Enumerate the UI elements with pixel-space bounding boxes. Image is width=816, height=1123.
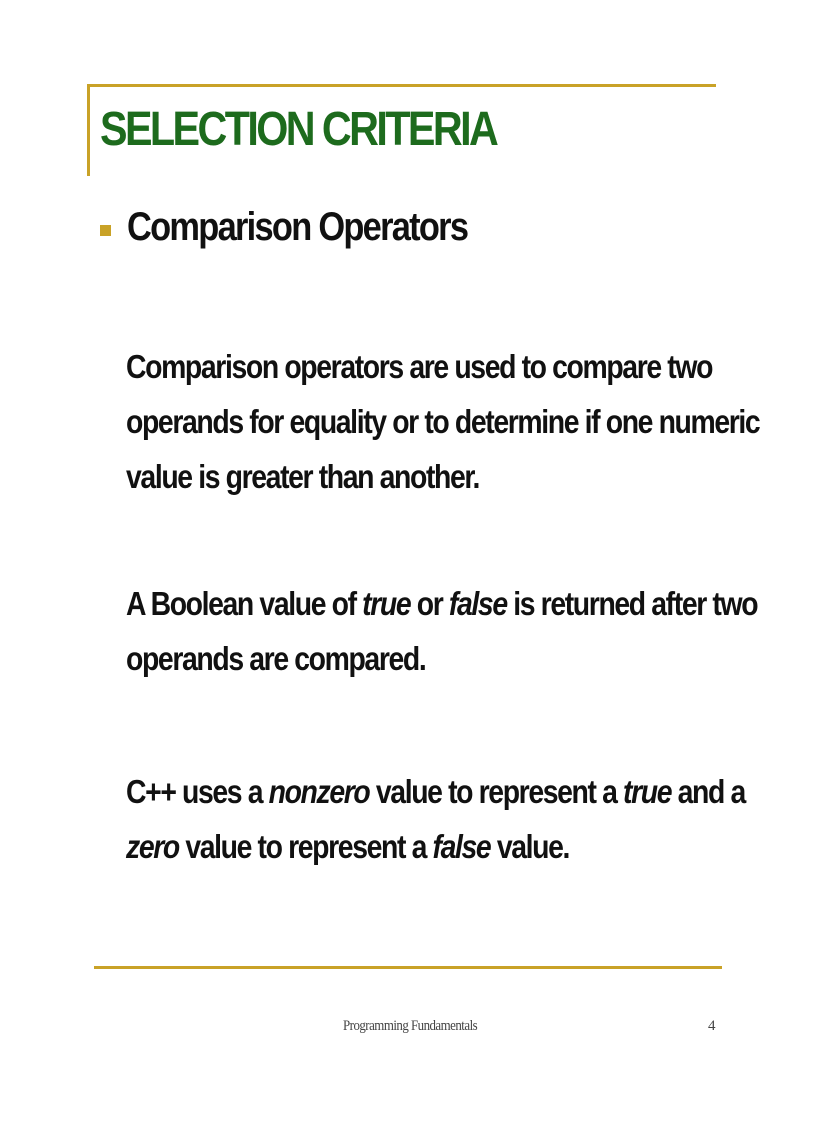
footer-course-title: Programming Fundamentals bbox=[343, 1018, 478, 1034]
text-segment: A Boolean value of bbox=[126, 585, 363, 622]
text-segment: value to represent a bbox=[369, 773, 624, 810]
title-top-rule bbox=[88, 84, 716, 87]
paragraph-nonzero-value bbox=[126, 764, 745, 874]
text-segment: is returned after two bbox=[506, 585, 758, 622]
slide-title: SELECTION CRITERIA bbox=[100, 103, 497, 156]
title-side-rule bbox=[87, 84, 90, 176]
emphasis-false: false bbox=[448, 585, 507, 622]
bullet-heading: Comparison Operators bbox=[127, 205, 468, 249]
footer-rule bbox=[94, 966, 722, 969]
paragraph-comparison-operators bbox=[126, 339, 760, 504]
emphasis-false: false bbox=[432, 828, 491, 865]
emphasis-zero: zero bbox=[126, 828, 179, 865]
page-number: 4 bbox=[708, 1018, 716, 1034]
text-segment: value to represent a bbox=[178, 828, 433, 865]
paragraph-boolean-value bbox=[126, 576, 758, 686]
paragraph-line: operands for equality or to determine if one numeric bbox=[126, 403, 760, 440]
square-bullet-icon bbox=[100, 225, 111, 236]
text-segment: C++ uses a bbox=[126, 773, 269, 810]
text-segment: or bbox=[410, 585, 449, 622]
paragraph-line: operands are compared. bbox=[126, 640, 426, 677]
paragraph-line: value is greater than another. bbox=[126, 458, 480, 495]
bullet-item bbox=[100, 204, 523, 250]
paragraph-line: Comparison operators are used to compare two bbox=[126, 348, 713, 385]
text-segment: and a bbox=[671, 773, 745, 810]
paragraph-line bbox=[126, 576, 758, 631]
paragraph-line bbox=[126, 819, 676, 874]
paragraph-line bbox=[126, 764, 745, 819]
emphasis-true: true bbox=[623, 773, 672, 810]
emphasis-nonzero: nonzero bbox=[268, 773, 370, 810]
text-segment: value. bbox=[490, 828, 570, 865]
emphasis-true: true bbox=[362, 585, 411, 622]
